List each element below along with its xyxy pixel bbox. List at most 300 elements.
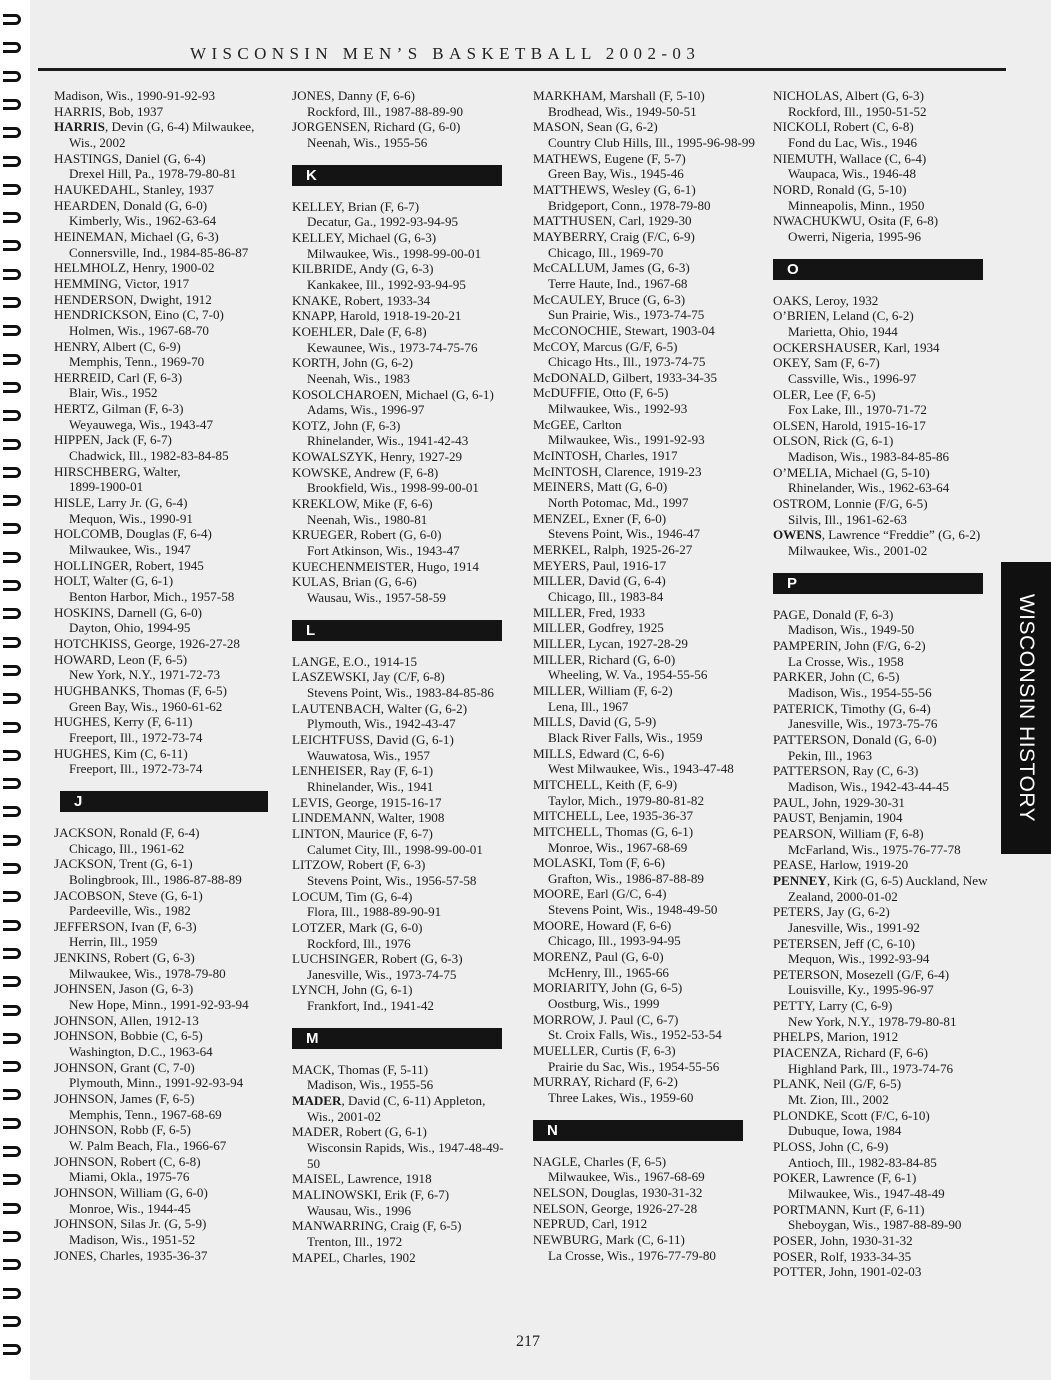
roster-column-4	[773, 88, 997, 1280]
player-name: HEARDEN, Donald (G, 6-0)	[54, 197, 208, 213]
player-entry	[54, 683, 276, 714]
player-name: JOHNSON, Allen, 1912-13	[54, 1012, 199, 1028]
spiral-coil	[3, 665, 21, 676]
player-details: Owerri, Nigeria, 1995-96	[788, 228, 922, 244]
player-entry	[773, 151, 997, 182]
player-details: Dubuque, Iowa, 1984	[788, 1123, 902, 1139]
player-name: KRUEGER, Robert (G, 6-0)	[292, 527, 442, 543]
player-entry	[292, 119, 514, 150]
player-entry	[773, 1233, 997, 1249]
player-entry	[773, 810, 997, 826]
player-entry	[533, 1232, 757, 1263]
player-details: Washington, D.C., 1963-64	[69, 1044, 213, 1060]
spiral-coil	[3, 1061, 21, 1072]
player-entry	[54, 292, 276, 308]
spiral-coil	[3, 948, 21, 959]
player-name: MEYERS, Paul, 1916-17	[533, 557, 667, 573]
player-entry	[292, 1187, 514, 1218]
player-entry	[54, 981, 276, 1012]
player-name: HEMMING, Victor, 1917	[54, 275, 190, 291]
player-name: MOORE, Earl (G/C, 6-4)	[533, 886, 667, 902]
player-name: PORTMANN, Kurt (F, 6-11)	[773, 1201, 925, 1217]
player-name: MUELLER, Curtis (F, 6-3)	[533, 1043, 676, 1059]
player-name: MATTHUSEN, Carl, 1929-30	[533, 213, 692, 229]
player-name: JOHNSON, Silas Jr. (G, 5-9)	[54, 1216, 207, 1232]
player-entry	[54, 1216, 276, 1247]
spiral-coil	[3, 382, 21, 393]
player-name: NICKOLI, Robert (C, 6-8)	[773, 119, 914, 135]
player-entry	[773, 119, 997, 150]
player-entry	[773, 638, 997, 669]
player-details: Rhinelander, Wis., 1941-42-43	[307, 433, 469, 449]
player-details: Freeport, Ill., 1972-73-74	[69, 729, 203, 745]
player-details: St. Croix Falls, Wis., 1952-53-54	[548, 1027, 722, 1043]
player-entry	[533, 918, 757, 949]
player-name: KUECHENMEISTER, Hugo, 1914	[292, 558, 479, 574]
player-details: Mequon, Wis., 1990-91	[69, 510, 193, 526]
player-entry	[54, 746, 276, 777]
player-entry	[773, 607, 997, 638]
player-details: Milwaukee, Wis., 1991-92-93	[548, 432, 705, 448]
player-details: Memphis, Tenn., 1967-68-69	[69, 1106, 222, 1122]
spiral-coil	[3, 1316, 21, 1327]
player-name: MILLER, Fred, 1933	[533, 604, 646, 620]
player-entry	[773, 873, 997, 904]
player-entry	[773, 795, 997, 811]
player-name: KELLEY, Michael (G, 6-3)	[292, 229, 437, 245]
player-entry	[292, 669, 514, 700]
player-entry	[54, 919, 276, 950]
player-name: HARRIS, Bob, 1937	[54, 103, 164, 119]
player-entry	[533, 1074, 757, 1105]
player-entry	[54, 104, 276, 120]
player-entry	[292, 889, 514, 920]
player-name: LENHEISER, Ray (F, 6-1)	[292, 763, 434, 779]
spiral-coil	[3, 778, 21, 789]
player-details: Kankakee, Ill., 1992-93-94-95	[307, 276, 466, 292]
player-details: Rhinelander, Wis., 1941	[307, 778, 434, 794]
player-details: Janesville, Wis., 1973-74-75	[307, 966, 457, 982]
player-entry	[533, 323, 757, 339]
player-entry	[533, 464, 757, 480]
player-name: PETTY, Larry (C, 6-9)	[773, 998, 893, 1014]
player-entry	[773, 701, 997, 732]
spiral-coil	[3, 439, 21, 450]
player-name: HAUKEDAHL, Stanley, 1937	[54, 181, 214, 197]
player-details: Bolingbrook, Ill., 1986-87-88-89	[69, 871, 242, 887]
player-details: Lena, Ill., 1967	[548, 698, 629, 714]
player-entry	[54, 339, 276, 370]
player-details: Fond du Lac, Wis., 1946	[788, 134, 918, 150]
player-entry	[773, 1202, 997, 1233]
player-details: Madison, Wis., 1990-91-92-93	[54, 88, 216, 103]
player-entry	[54, 229, 276, 260]
player-name: JACKSON, Trent (G, 6-1)	[54, 856, 193, 872]
header-rule	[38, 68, 1006, 71]
player-name: LINTON, Maurice (F, 6-7)	[292, 825, 433, 841]
player-details: Highland Park, Ill., 1973-74-76	[788, 1060, 954, 1076]
player-entry	[773, 496, 997, 527]
player-name: MILLER, William (F, 6-2)	[533, 682, 673, 698]
player-name: KOWALSZYK, Henry, 1927-29	[292, 449, 463, 465]
spiral-coil	[3, 722, 21, 733]
player-name: MEINERS, Matt (G, 6-0)	[533, 479, 668, 495]
player-entry	[292, 527, 514, 558]
spiral-coil	[3, 1089, 21, 1100]
player-entry	[54, 260, 276, 276]
player-name: PEASE, Harlow, 1919-20	[773, 857, 909, 873]
player-details: Plymouth, Wis., 1942-43-47	[307, 716, 456, 732]
player-details: Benton Harbor, Mich., 1957-58	[69, 589, 235, 604]
player-name: HELMHOLZ, Henry, 1900-02	[54, 260, 215, 276]
player-entry	[533, 1201, 757, 1217]
player-name: MASON, Sean (G, 6-2)	[533, 119, 658, 135]
player-entry	[292, 701, 514, 732]
player-name: JOHNSON, Grant (C, 7-0)	[54, 1059, 195, 1075]
player-name: MURRAY, Richard (F, 6-2)	[533, 1074, 678, 1090]
spiral-coil	[3, 269, 21, 280]
player-details: Country Club Hills, Ill., 1995-96-98-99	[548, 134, 755, 150]
player-details: Marietta, Ohio, 1944	[788, 323, 898, 339]
player-details: Chicago, Ill., 1961-62	[69, 840, 185, 856]
player-name: POSER, John, 1930-31-32	[773, 1232, 913, 1248]
player-name: LAUTENBACH, Walter (G, 6-2)	[292, 700, 468, 716]
player-name: MILLER, Godfrey, 1925	[533, 620, 664, 636]
player-details: New York, N.Y., 1971-72-73	[69, 667, 221, 683]
player-entry	[533, 339, 757, 370]
player-entry	[533, 714, 757, 745]
player-name: JOHNSON, Bobbie (C, 6-5)	[54, 1028, 203, 1044]
player-entry	[292, 826, 514, 857]
spiral-coil	[3, 523, 21, 534]
player-name: OCKERSHAUSER, Karl, 1934	[773, 339, 940, 355]
player-name: JONES, Charles, 1935-36-37	[54, 1247, 208, 1263]
player-name: OWENS	[773, 527, 822, 543]
player-name: HUGHES, Kerry (F, 6-11)	[54, 714, 193, 730]
player-details: Sheboygan, Wis., 1987-88-89-90	[788, 1217, 962, 1233]
spiral-coil	[3, 976, 21, 987]
player-name: PHELPS, Marion, 1912	[773, 1029, 899, 1045]
player-name: HASTINGS, Daniel (G, 6-4)	[54, 150, 206, 166]
player-entry	[292, 795, 514, 811]
player-name: McCALLUM, James (G, 6-3)	[533, 260, 690, 276]
player-entry	[533, 260, 757, 291]
player-details: New Hope, Minn., 1991-92-93-94	[69, 997, 249, 1013]
player-entry	[292, 654, 514, 670]
player-name: POTTER, John, 1901-02-03	[773, 1264, 922, 1280]
player-name: PETERS, Jay (G, 6-2)	[773, 904, 890, 920]
player-details: Kimberly, Wis., 1962-63-64	[69, 213, 217, 229]
player-details: Memphis, Tenn., 1969-70	[69, 354, 205, 370]
player-name: MAISEL, Lawrence, 1918	[292, 1171, 432, 1187]
player-name: OAKS, Leroy, 1932	[773, 292, 879, 308]
player-details: La Crosse, Wis., 1976-77-79-80	[548, 1247, 716, 1263]
player-name: KNAPP, Harold, 1918-19-20-21	[292, 308, 462, 324]
player-name: NELSON, Douglas, 1930-31-32	[533, 1184, 703, 1200]
player-entry	[773, 904, 997, 935]
player-details: Herrin, Ill., 1959	[69, 934, 158, 950]
player-entry	[292, 496, 514, 527]
player-details: West Milwaukee, Wis., 1943-47-48	[548, 761, 734, 777]
player-entry	[292, 261, 514, 292]
player-details: Three Lakes, Wis., 1959-60	[548, 1090, 694, 1105]
player-name: OSTROM, Lonnie (F/G, 6-5)	[773, 496, 928, 512]
player-details: Grafton, Wis., 1986-87-88-89	[548, 870, 704, 886]
player-name: MILLS, David (G, 5-9)	[533, 714, 657, 730]
player-name: McCONOCHIE, Stewart, 1903-04	[533, 322, 715, 338]
player-entry	[533, 385, 757, 416]
player-details: Wisconsin Rapids, Wis., 1947-48-49-50	[307, 1140, 504, 1171]
player-entry	[773, 433, 997, 464]
player-details: Weyauwega, Wis., 1943-47	[69, 416, 213, 432]
player-entry	[292, 1218, 514, 1249]
player-entry	[292, 449, 514, 465]
player-entry	[292, 857, 514, 888]
spiral-coil	[3, 806, 21, 817]
player-name: NEWBURG, Mark (C, 6-11)	[533, 1231, 685, 1247]
spiral-coil	[3, 608, 21, 619]
player-details: Stevens Point, Wis., 1956-57-58	[307, 872, 477, 888]
player-details: Chicago, Ill., 1993-94-95	[548, 933, 681, 949]
spiral-coil	[3, 552, 21, 563]
player-entry	[54, 182, 276, 198]
player-entry	[773, 1108, 997, 1139]
player-entry	[292, 1250, 514, 1266]
player-details: Milwaukee, Wis., 1967-68-69	[548, 1169, 705, 1185]
player-entry	[533, 1185, 757, 1201]
player-name: MILLS, Edward (C, 6-6)	[533, 745, 665, 761]
player-name: MATTHEWS, Wesley (G, 6-1)	[533, 181, 696, 197]
player-details: , Kirk (G, 6-5) Auckland, New Zealand, 2000-01-02	[788, 872, 988, 904]
player-details: Waupaca, Wis., 1946-48	[788, 166, 916, 182]
player-name: PLONDKE, Scott (F/C, 6-10)	[773, 1107, 930, 1123]
player-entry	[54, 558, 276, 574]
player-entry	[292, 559, 514, 575]
player-entry	[773, 936, 997, 967]
player-entry	[773, 1264, 997, 1280]
player-entry	[533, 448, 757, 464]
player-name: OLSON, Rick (G, 6-1)	[773, 433, 894, 449]
player-name: NORD, Ronald (G, 5-10)	[773, 181, 907, 197]
player-details: Holmen, Wis., 1967-68-70	[69, 322, 209, 338]
section-letter-p: P	[773, 573, 983, 594]
player-details: Madison, Wis., 1955-56	[307, 1077, 434, 1093]
player-name: KOEHLER, Dale (F, 6-8)	[292, 323, 427, 339]
player-details: Silvis, Ill., 1961-62-63	[788, 511, 907, 527]
player-entry	[54, 432, 276, 463]
player-name: PIACENZA, Richard (F, 6-6)	[773, 1045, 928, 1061]
player-details: Flora, Ill., 1988-89-90-91	[307, 904, 442, 920]
player-details: Kewaunee, Wis., 1973-74-75-76	[307, 339, 478, 355]
player-name: MILLER, Richard (G, 6-0)	[533, 651, 676, 667]
player-name: PEARSON, William (F, 6-8)	[773, 825, 924, 841]
player-name: MAPEL, Charles, 1902	[292, 1249, 416, 1265]
player-entry	[54, 825, 276, 856]
player-entry	[54, 526, 276, 557]
player-name: MANWARRING, Craig (F, 6-5)	[292, 1218, 462, 1234]
spiral-coil	[3, 750, 21, 761]
player-name: LITZOW, Robert (F, 6-3)	[292, 857, 426, 873]
spiral-coil	[3, 580, 21, 591]
player-details: Cassville, Wis., 1996-97	[788, 370, 917, 386]
player-entry	[533, 213, 757, 229]
player-name: LINDEMANN, Walter, 1908	[292, 810, 445, 826]
player-name: MACK, Thomas (F, 5-11)	[292, 1061, 429, 1077]
player-details: Green Bay, Wis., 1960-61-62	[69, 698, 223, 714]
player-name: McGEE, Carlton	[533, 416, 622, 432]
player-entry	[773, 418, 997, 434]
player-details: Janesville, Wis., 1991-92	[788, 919, 920, 935]
player-name: MITCHELL, Thomas (G, 6-1)	[533, 823, 694, 839]
player-entry	[533, 886, 757, 917]
spiral-coil	[3, 891, 21, 902]
player-details: Stevens Point, Wis., 1946-47	[548, 526, 700, 542]
player-details: Milwaukee, Wis., 1992-93	[548, 401, 688, 417]
player-name: PATTERSON, Donald (G, 6-0)	[773, 731, 937, 747]
player-name: HOTCHKISS, George, 1926-27-28	[54, 635, 240, 651]
spiral-coil	[3, 1118, 21, 1129]
section-letter-o: O	[773, 259, 983, 280]
spiral-coil	[3, 1288, 21, 1299]
player-name: LOTZER, Mark (G, 6-0)	[292, 919, 423, 935]
player-entry	[533, 1216, 757, 1232]
player-entry	[773, 1139, 997, 1170]
player-entry	[533, 824, 757, 855]
player-name: PETERSON, Mosezell (G/F, 6-4)	[773, 966, 950, 982]
player-entry	[54, 605, 276, 636]
player-entry	[533, 417, 757, 448]
player-name: PAMPERIN, John (F/G, 6-2)	[773, 638, 926, 654]
player-name: OLER, Lee (F, 6-5)	[773, 386, 876, 402]
player-name: NEPRUD, Carl, 1912	[533, 1216, 648, 1232]
player-name: McDUFFIE, Otto (F, 6-5)	[533, 385, 669, 401]
player-name: PETERSEN, Jeff (C, 6-10)	[773, 935, 915, 951]
player-name: KORTH, John (G, 6-2)	[292, 355, 414, 371]
player-entry	[54, 1122, 276, 1153]
player-entry	[773, 213, 997, 244]
player-name: LASZEWSKI, Jay (C/F, 6-8)	[292, 669, 445, 685]
spiral-coil	[3, 184, 21, 195]
spiral-coil	[3, 835, 21, 846]
player-entry	[292, 1062, 514, 1093]
player-name: MORENZ, Paul (G, 6-0)	[533, 949, 664, 965]
player-name: JENKINS, Robert (G, 6-3)	[54, 950, 195, 966]
player-name: McINTOSH, Charles, 1917	[533, 448, 678, 464]
player-name: KOSOLCHAROEN, Michael (G, 6-1)	[292, 386, 494, 402]
player-details: Monroe, Wis., 1944-45	[69, 1200, 191, 1216]
section-letter-l: L	[292, 620, 502, 641]
player-details: Madison, Wis., 1951-52	[69, 1231, 196, 1247]
player-details: Fox Lake, Ill., 1970-71-72	[788, 402, 927, 418]
player-name: JONES, Danny (F, 6-6)	[292, 88, 415, 103]
spiral-coil	[3, 1146, 21, 1157]
player-entry	[773, 387, 997, 418]
player-details: Chadwick, Ill., 1982-83-84-85	[69, 448, 229, 464]
player-details: McFarland, Wis., 1975-76-77-78	[788, 841, 961, 857]
player-details: Blair, Wis., 1952	[69, 385, 158, 401]
spiral-coil	[3, 495, 21, 506]
player-entry	[54, 1248, 276, 1264]
player-name: HOLT, Walter (G, 6-1)	[54, 573, 174, 589]
player-details: Antioch, Ill., 1982-83-84-85	[788, 1154, 937, 1170]
player-name: HOLLINGER, Robert, 1945	[54, 557, 204, 573]
player-entry	[533, 292, 757, 323]
player-details: Pekin, Ill., 1963	[788, 747, 873, 763]
player-entry	[533, 980, 757, 1011]
player-name: MOLASKI, Tom (F, 6-6)	[533, 855, 666, 871]
player-entry	[54, 1185, 276, 1216]
player-name: LYNCH, John (G, 6-1)	[292, 982, 413, 998]
player-name: O’BRIEN, Leland (C, 6-2)	[773, 308, 914, 324]
player-entry	[54, 856, 276, 887]
player-name: HENDRICKSON, Eino (C, 7-0)	[54, 307, 224, 323]
spiral-coil	[3, 99, 21, 110]
player-name: McCOY, Marcus (G/F, 6-5)	[533, 338, 678, 354]
player-details: Oostburg, Wis., 1999	[548, 996, 660, 1012]
player-entry	[292, 418, 514, 449]
player-entry	[773, 857, 997, 873]
spiral-coil	[3, 467, 21, 478]
spiral-coil	[3, 1344, 21, 1355]
spiral-coil	[3, 325, 21, 336]
player-name: KOWSKE, Andrew (F, 6-8)	[292, 464, 439, 480]
player-details: Rockford, Ill., 1976	[307, 935, 411, 951]
player-entry	[533, 511, 757, 542]
player-name: HERTZ, Gilman (F, 6-3)	[54, 401, 184, 417]
spiral-coil	[3, 354, 21, 365]
player-entry	[292, 465, 514, 496]
spiral-coil	[3, 42, 21, 53]
player-name: JOHNSON, James (F, 6-5)	[54, 1091, 195, 1107]
player-name: MENZEL, Exner (F, 6-0)	[533, 510, 667, 526]
page-header-title: WISCONSIN MEN’S BASKETBALL 2002-03	[190, 44, 701, 63]
player-name: JACOBSON, Steve (G, 6-1)	[54, 887, 203, 903]
player-entry	[54, 119, 276, 150]
player-entry	[54, 1091, 276, 1122]
player-entry	[773, 340, 997, 356]
player-entry	[292, 1124, 514, 1171]
player-entry	[292, 951, 514, 982]
section-letter-m: M	[292, 1028, 502, 1049]
player-details: Chicago Hts., Ill., 1973-74-75	[548, 354, 706, 370]
player-details: Mequon, Wis., 1992-93-94	[788, 951, 930, 967]
player-entry	[773, 355, 997, 386]
player-name: JACKSON, Ronald (F, 6-4)	[54, 824, 200, 840]
player-details: Madison, Wis., 1983-84-85-86	[788, 449, 950, 465]
player-entry	[54, 636, 276, 652]
player-entry	[773, 732, 997, 763]
player-entry	[54, 950, 276, 981]
player-entry	[533, 1043, 757, 1074]
player-name: POKER, Lawrence (F, 6-1)	[773, 1170, 917, 1186]
player-details: Madison, Wis., 1942-43-44-45	[788, 778, 950, 794]
player-name: HUGHBANKS, Thomas (F, 6-5)	[54, 682, 227, 698]
player-entry	[773, 527, 997, 558]
player-entry	[533, 620, 757, 636]
player-details: Rockford, Ill., 1950-51-52	[788, 103, 927, 119]
player-details: Black River Falls, Wis., 1959	[548, 729, 703, 745]
page-number: 217	[516, 1333, 540, 1350]
player-details: Neenah, Wis., 1983	[307, 370, 410, 386]
player-details: Madison, Wis., 1949-50	[788, 622, 915, 638]
player-details: Brookfield, Wis., 1998-99-00-01	[307, 480, 479, 496]
player-entry	[54, 652, 276, 683]
player-details: , Devin (G, 6-4) Milwaukee, Wis., 2002	[69, 119, 255, 150]
player-name: OLSEN, Harold, 1915-16-17	[773, 417, 926, 433]
player-entry	[773, 763, 997, 794]
player-entry	[533, 558, 757, 574]
player-name: PAGE, Donald (F, 6-3)	[773, 606, 894, 622]
